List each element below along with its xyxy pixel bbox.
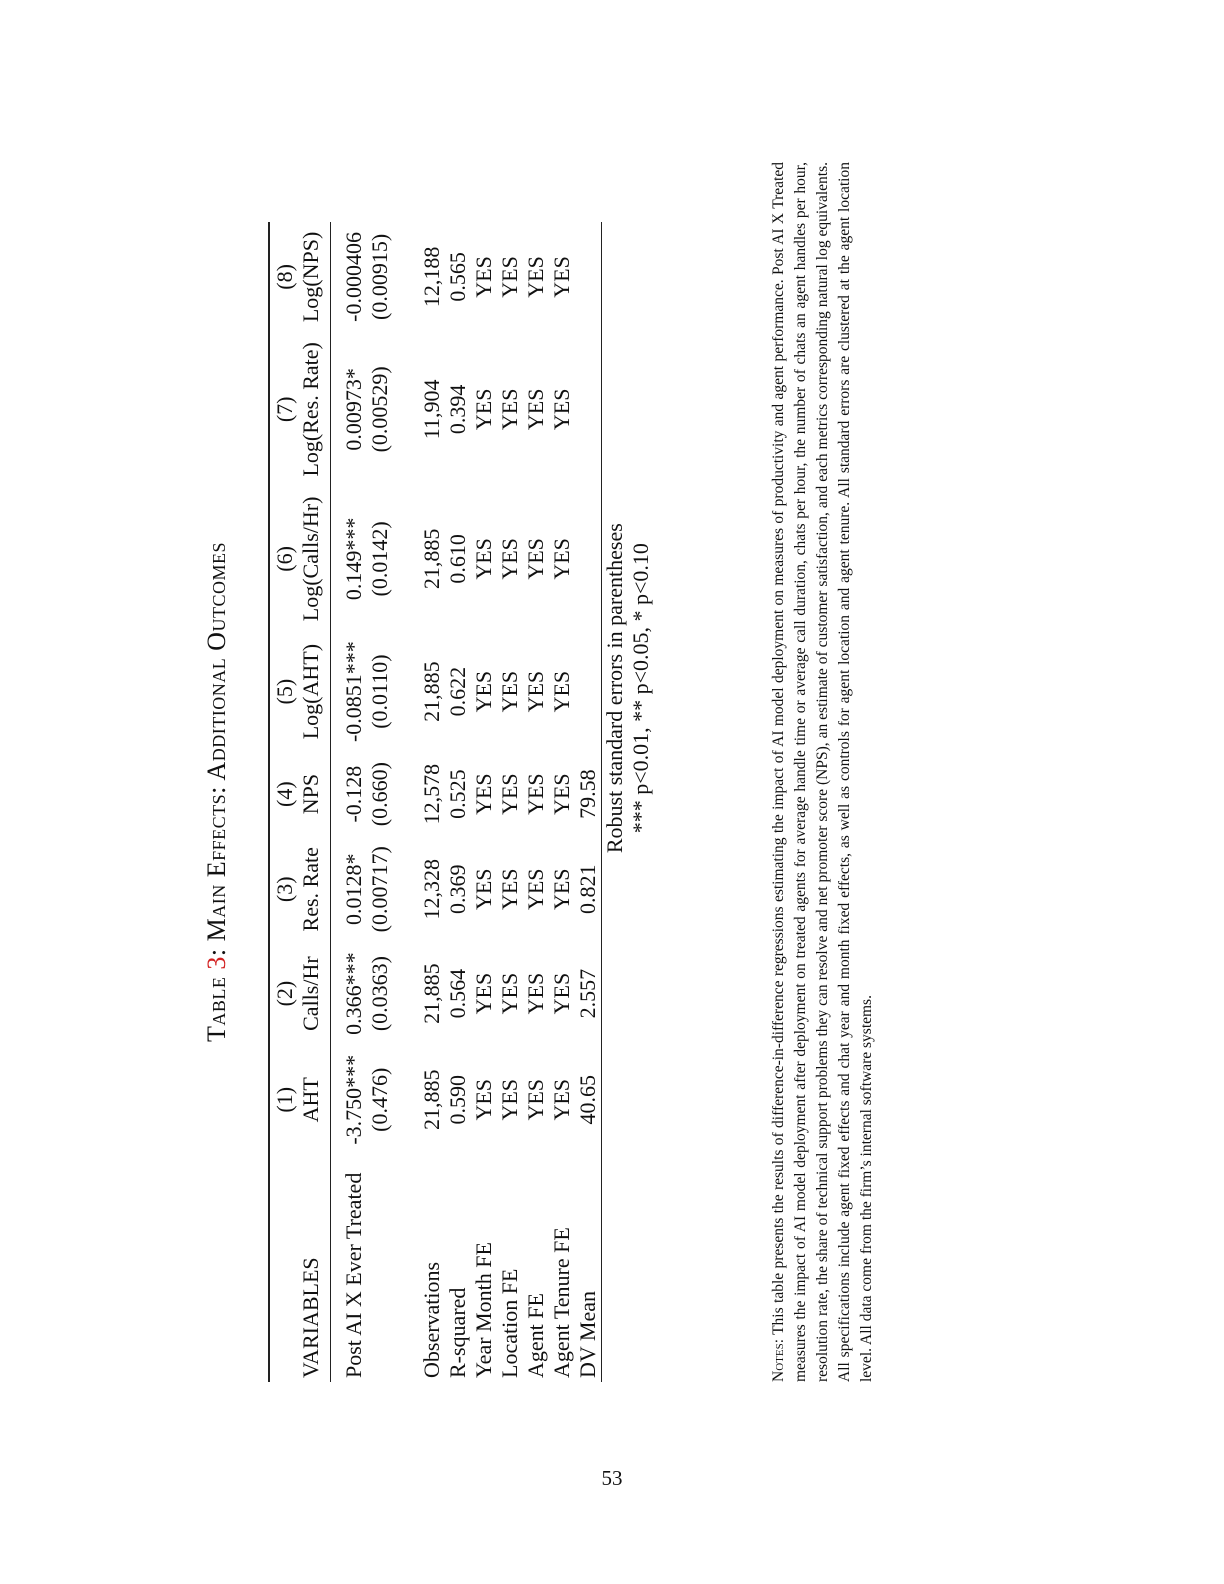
stat-row-observations [419,222,445,1382]
column-name: Log(NPS) [298,222,331,332]
caption-separator: : [202,948,231,957]
stat-cell: YES [471,972,496,1015]
significance-note: *** p<0.01, ** p<0.05, * p<0.10 [628,543,653,834]
column-name-row [298,222,331,1382]
stat-cell: 12,188 [419,246,444,308]
coef-cell: 0.0128* [341,853,366,926]
stat-cell: 0.622 [445,666,470,717]
standard-error-row [367,222,393,1382]
stat-cell: 11,904 [419,379,444,440]
stat-cell: 12,578 [419,763,444,825]
stat-cell: 2.557 [575,942,602,1045]
stat-cell: 21,885 [419,963,444,1024]
stat-cell: YES [523,773,548,815]
coef-cell: -0.0851*** [341,641,366,743]
stat-cell [575,222,602,332]
se-cell: (0.0363) [367,956,392,1032]
column-number: (2) [269,942,298,1045]
stat-cell: YES [497,256,522,298]
stat-cell: YES [471,538,496,580]
column-number: (8) [269,222,298,332]
coef-cell: 0.00973* [341,368,366,451]
row-label: Location FE [497,1268,522,1378]
column-name: Log(Calls/Hr) [298,487,331,632]
coef-cell: -3.750*** [341,1054,366,1145]
empty-label [628,1155,654,1382]
stat-cell: YES [497,868,522,911]
variables-header: VARIABLES [298,1155,331,1382]
stat-cell: 79.58 [575,752,602,836]
column-number: (6) [269,487,298,632]
stat-cell: YES [471,256,496,298]
se-cell: (0.476) [367,1067,392,1132]
stat-cell: YES [497,538,522,580]
stat-cell: YES [549,773,574,815]
stat-cell: YES [523,868,548,911]
robust-se-note: Robust standard errors in parentheses [602,523,627,854]
stat-cell: YES [549,670,574,713]
column-name: Calls/Hr [298,942,331,1045]
row-label: Post AI X Ever Treated [341,1172,366,1378]
stat-cell: YES [471,1078,496,1121]
row-label: Observations [419,1261,444,1378]
caption-title: Main Effects: Additional Outcomes [202,542,231,942]
se-cell: (0.660) [367,762,392,827]
stat-cell: 0.525 [445,769,470,819]
stat-cell: YES [523,972,548,1015]
coef-cell: -0.128 [341,765,366,823]
stat-row-r-squared [445,222,471,1382]
column-name: NPS [298,752,331,836]
column-number: (7) [269,332,298,486]
table-footnote-row [602,222,629,1382]
stat-cell: 0.369 [445,864,470,915]
column-name: Res. Rate [298,836,331,942]
stat-row-agent-fe [523,222,549,1382]
rotated-page-content [202,112,1022,1472]
coefficient-row [341,222,367,1382]
stat-row-location-fe [497,222,523,1382]
stat-cell: 0.610 [445,534,470,584]
stat-cell [575,332,602,486]
row-label: DV Mean [575,1155,602,1382]
stat-row-agent-tenure-fe [549,222,575,1382]
stat-cell: 0.565 [445,252,470,302]
caption-prefix: Table [202,976,231,1042]
stat-cell: YES [471,670,496,713]
stat-cell: 21,885 [419,661,444,722]
se-cell: (0.0110) [367,654,392,729]
stat-cell: 21,885 [419,1069,444,1131]
stat-cell: 0.590 [445,1075,470,1125]
stat-cell: YES [549,256,574,298]
stat-cell: YES [497,773,522,815]
stat-row-dv-mean [575,222,602,1382]
column-number-row [269,222,298,1382]
coef-cell: 0.149*** [341,517,366,601]
table-footnote-row [628,222,654,1382]
stat-cell: YES [471,388,496,431]
row-label: R-squared [445,1287,470,1378]
se-cell: (0.0142) [367,521,392,597]
stat-cell: YES [471,868,496,911]
stat-cell: YES [497,1078,522,1121]
stat-cell: 0.394 [445,384,470,435]
stat-cell: YES [523,1078,548,1121]
stat-cell: YES [523,538,548,580]
table-number-link[interactable]: 3 [202,956,231,970]
stat-cell: YES [523,256,548,298]
column-number: (4) [269,752,298,836]
stat-cell: YES [549,538,574,580]
column-number: (3) [269,836,298,942]
stat-cell: YES [523,388,548,431]
stat-cell [575,487,602,632]
row-label: Agent FE [523,1293,548,1378]
stat-cell: YES [549,388,574,431]
stat-cell: YES [471,773,496,815]
stat-cell: 40.65 [575,1045,602,1155]
se-cell: (0.00717) [367,846,392,933]
table-notes [768,162,878,1382]
notes-lead: Notes: [770,1339,787,1382]
stat-cell: YES [497,670,522,713]
stat-cell: 0.564 [445,968,470,1019]
stat-cell: 0.821 [575,836,602,942]
stat-cell: YES [497,388,522,431]
column-number: (1) [269,1045,298,1155]
stat-cell [575,631,602,752]
empty-label [602,1155,629,1382]
stat-cell: YES [523,670,548,713]
row-label: Agent Tenure FE [549,1227,574,1378]
coef-cell: -0.000406 [341,232,366,322]
stat-row-year-month-fe [471,222,497,1382]
regression-table [268,222,654,1382]
column-name: AHT [298,1045,331,1155]
stat-cell: 21,885 [419,528,444,590]
empty-label [367,1155,393,1382]
se-cell: (0.00915) [367,233,392,320]
stat-cell: YES [497,972,522,1015]
page-number: 53 [601,1466,623,1490]
se-cell: (0.00529) [367,366,392,453]
notes-text: This table presents the results of difference-in-difference regressions estimating the impact of AI model deployment on measures of productivity and agent performance. Post AI X Treated measures the impact of AI model deployment after deployment on treated agents for average handle time or average call duration, chats per hour, the number of chats an agent handles per hour, resolution rate, the share of technical support problems they can resolve and net promoter score (NPS), an estimate of customer satisfaction, and each metrics corresponding natural log equivalents. All specifications include agent fixed effects and chat year and month fixed effects, as well as controls for agent location and agent tenure. All standard errors are clustered at the agent location level. All data come from the firm’s internal software systems. [770,162,875,1382]
column-number: (5) [269,631,298,752]
table-caption [202,112,232,1472]
stat-cell: YES [549,972,574,1015]
row-label: Year Month FE [471,1242,496,1378]
spacer-row [331,222,342,1382]
stat-cell: YES [549,868,574,911]
column-name: Log(AHT) [298,631,331,752]
gap-row [393,222,419,1382]
stat-cell: 12,328 [419,859,444,920]
coef-cell: 0.366*** [341,952,366,1035]
stat-cell: YES [549,1078,574,1121]
column-name: Log(Res. Rate) [298,332,331,486]
header-empty-cell [269,1155,298,1382]
